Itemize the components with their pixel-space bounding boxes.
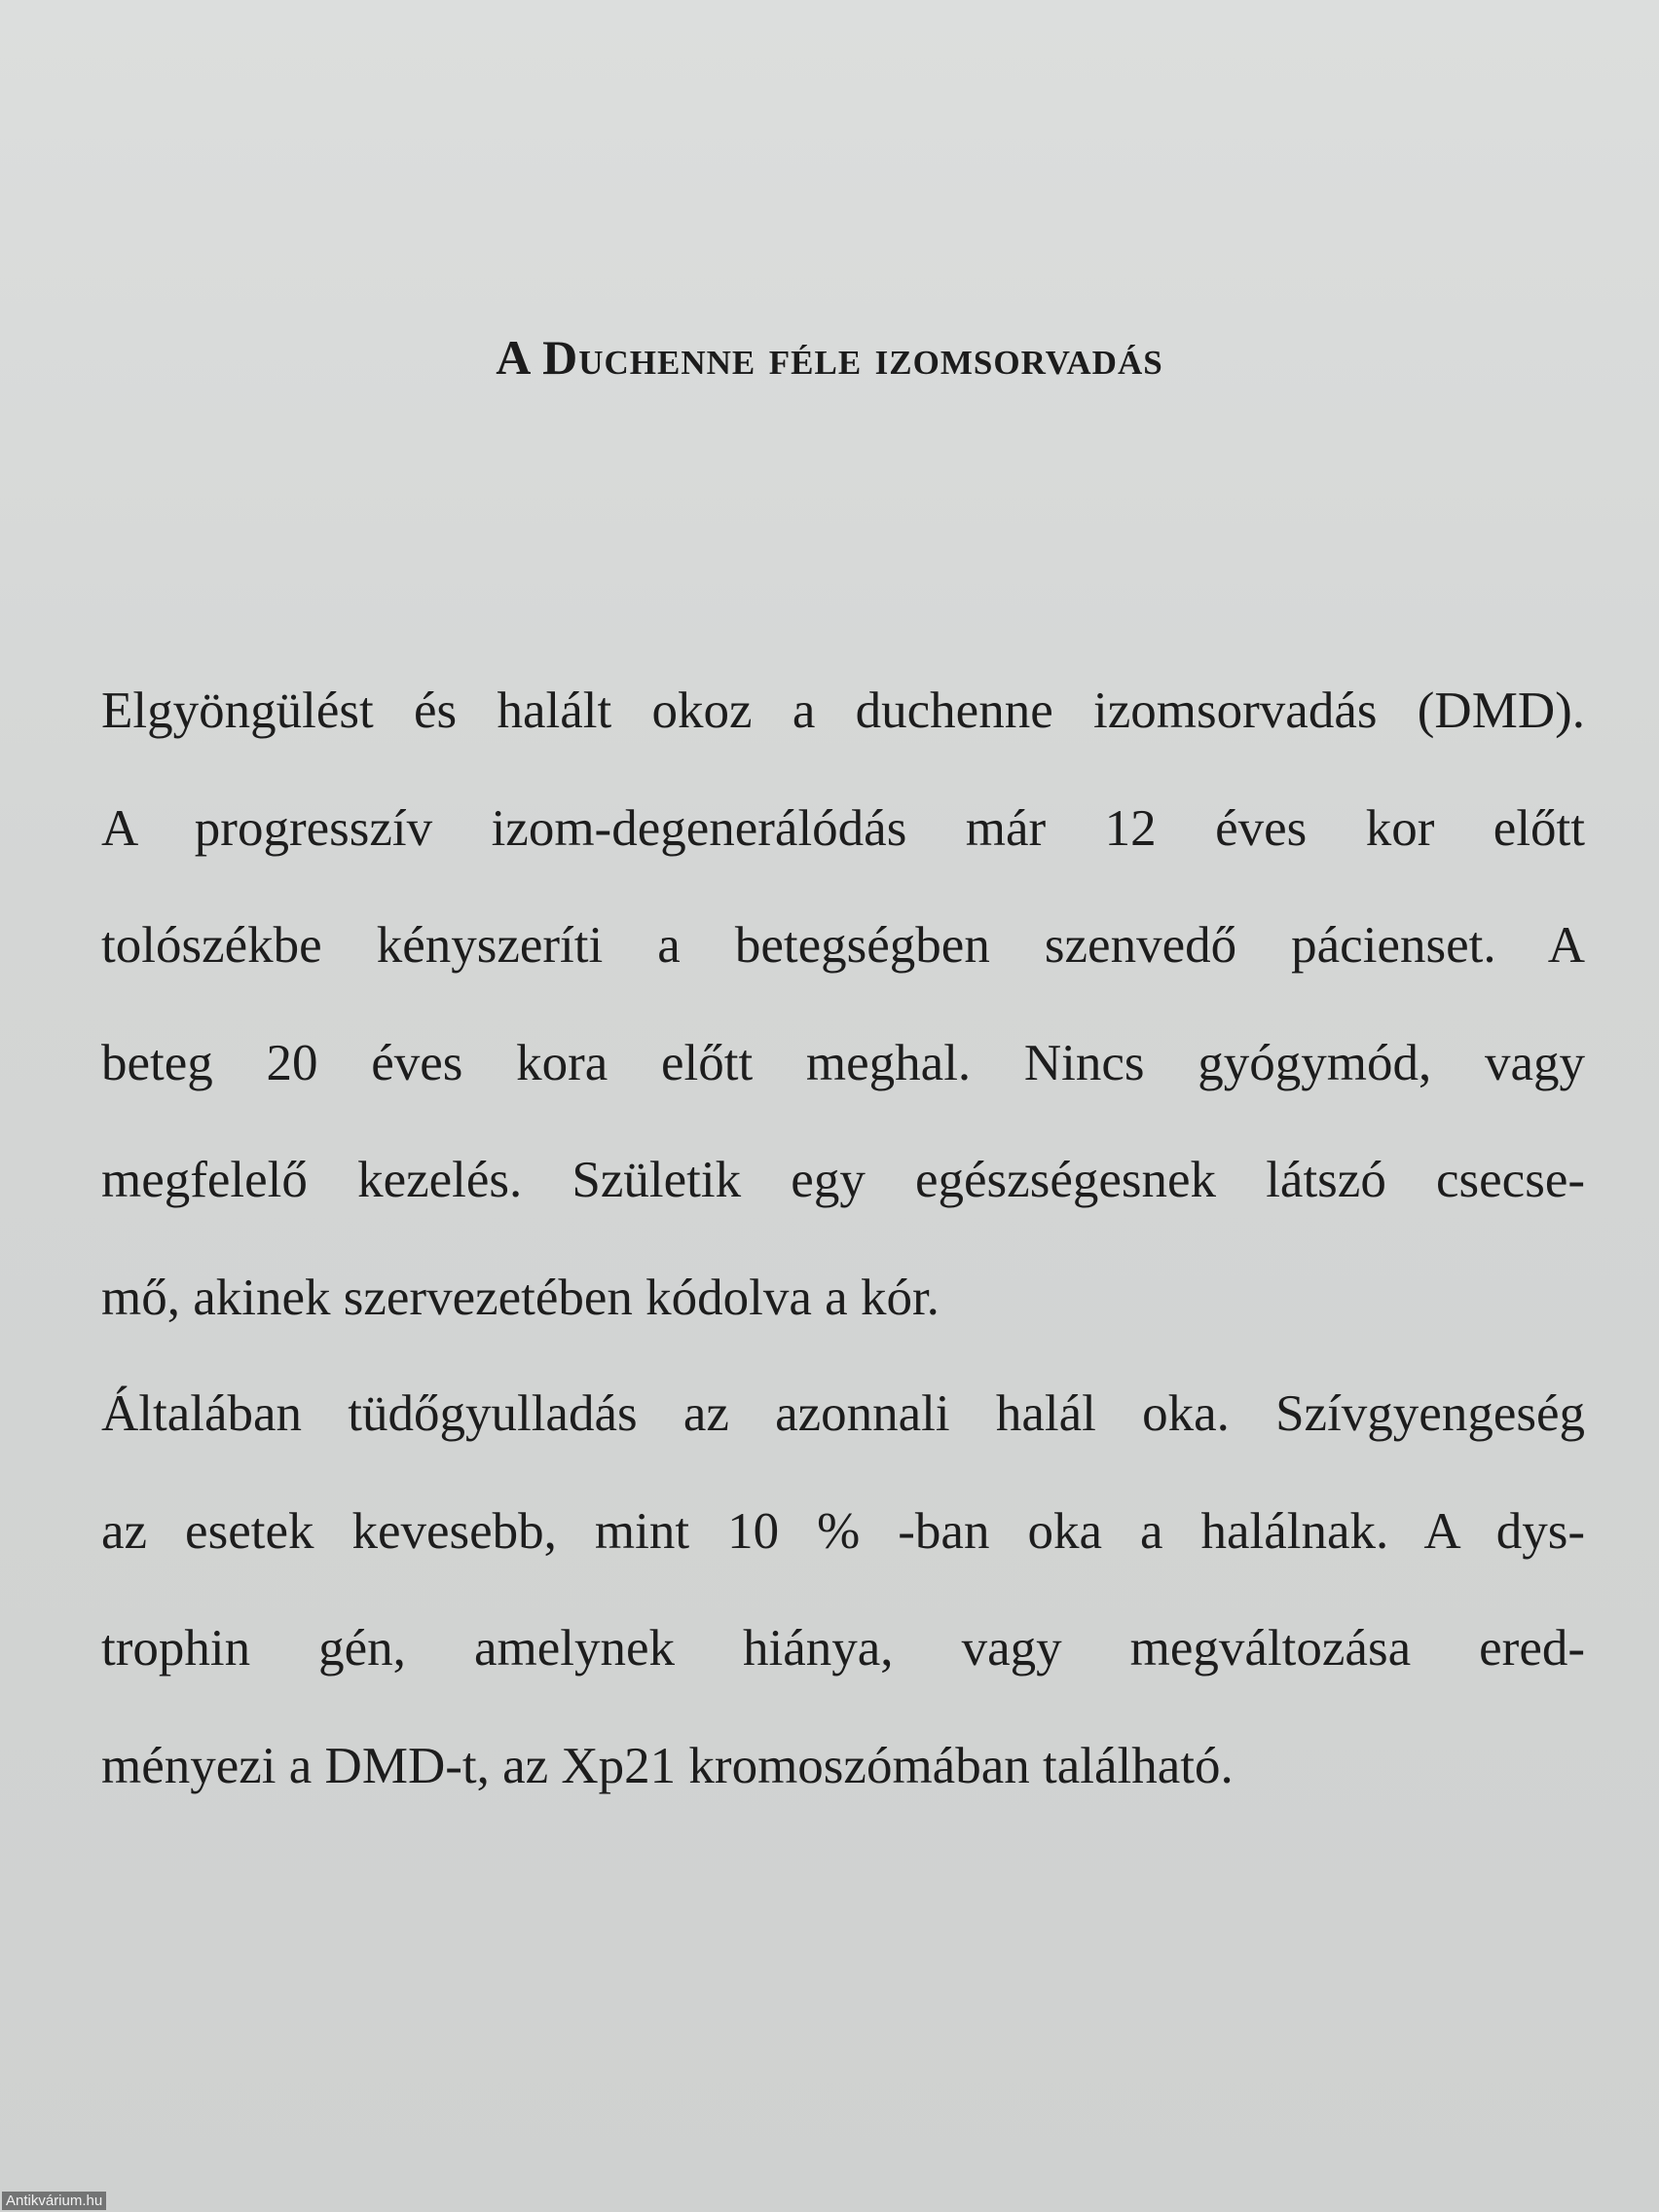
text-line: Elgyöngülést és halált okoz a duchenne izomsorvadás (DMD). xyxy=(101,682,1585,739)
watermark: Antikvárium.hu xyxy=(2,2192,106,2210)
text-line: ményezi a DMD-t, az Xp21 kromoszómában található. xyxy=(101,1737,1234,1794)
text-line: A progresszív izom-degenerálódás már 12 éves kor előtt xyxy=(101,799,1585,857)
text-line: az esetek kevesebb, mint 10 % -ban oka a halálnak. A dys- xyxy=(101,1502,1585,1560)
paragraph-2 xyxy=(101,1355,1585,1825)
text-line: Általában tüdőgyulladás az azonnali halál oka. Szívgyengeség xyxy=(101,1385,1585,1442)
text-line: mő, akinek szervezetében kódolva a kór. xyxy=(101,1269,940,1326)
text-line: beteg 20 éves kora előtt meghal. Nincs gyógymód, vagy xyxy=(101,1034,1585,1091)
page-title: A Duchenne féle izomsorvadás xyxy=(496,330,1163,385)
text-line: trophin gén, amelynek hiánya, vagy megváltozása ered- xyxy=(101,1620,1585,1677)
text-line: tolószékbe kényszeríti a betegségben szenvedő pácienset. A xyxy=(101,917,1585,974)
text-line: megfelelő kezelés. Születik egy egészségesnek látszó csecse- xyxy=(101,1152,1585,1208)
paragraph-1 xyxy=(101,652,1585,1356)
